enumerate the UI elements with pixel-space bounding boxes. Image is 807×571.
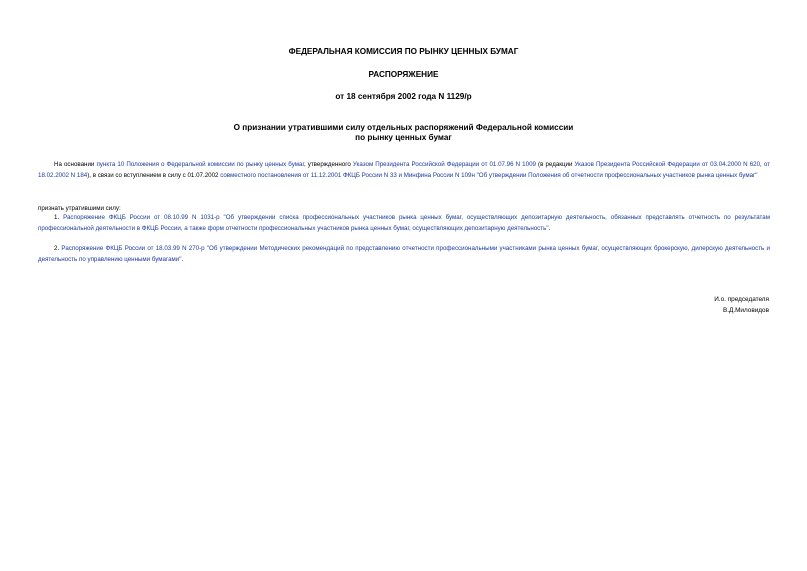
basis-text: , (760, 161, 764, 168)
link-order-1031[interactable]: Распоряжение ФКЦБ России от 08.10.99 N 1031-р "Об утверждении списка профессиональных участников рынка ценных бумаг, осуществляющих депозитарную деятельность, обязанных представлять отчетность по результатам профессиональной деятельности в ФКЦБ России, а также форм отчетности профессиональных участников рынка ценных бумаг, осуществляющих депозитарную деятельность" (38, 214, 770, 232)
item-number: 2. (54, 245, 62, 252)
basis-text: ), в связи со вступлением в силу с 01.07.2002 (87, 171, 221, 179)
recognize-clause: признать утратившими силу: (38, 205, 121, 212)
link-order-270[interactable]: Распоряжение ФКЦБ России от 18.03.99 N 270-р "Об утверждении Методических рекомендаций по представлению отчетности профессиональными участниками рынка ценных бумаг, осуществляющих брокерскую, дилерскую деятельность и деятельность по управлению ценными бумагами" (38, 245, 770, 263)
document-title-line1: О признании утратившими силу отдельных распоряжений Федеральной комиссии (233, 123, 574, 132)
list-item (38, 213, 770, 234)
document-date-number: от 18 сентября 2002 года N 1129/р (335, 92, 472, 101)
document-title-line2: по рынку ценных бумаг (355, 133, 452, 142)
link-presidential-decree-620[interactable]: Указов Президента Российской Федерации от 03.04.2000 N 620 (574, 161, 761, 168)
document-type: РАСПОРЯЖЕНИЕ (368, 70, 439, 79)
issuing-agency: ФЕДЕРАЛЬНАЯ КОМИССИЯ ПО РЫНКУ ЦЕННЫХ БУМАГ (288, 47, 519, 56)
basis-text: , утвержденного (303, 161, 353, 168)
basis-text: На основании (54, 161, 97, 168)
signatory-role: И.о. председателя (714, 296, 769, 303)
basis-text: (в редакции (535, 161, 575, 168)
signatory-name: В.Д.Миловидов (722, 307, 769, 314)
item-number: 1. (54, 214, 64, 221)
document-title (0, 123, 807, 143)
item-end: . (181, 255, 184, 263)
link-presidential-decree-184[interactable]: от 18.02.2002 N 184 (38, 161, 770, 179)
link-commission-regulation[interactable]: пункта 10 Положения о Федеральной комиссии по рынку ценных бумаг (96, 161, 304, 168)
basis-paragraph (38, 160, 770, 181)
item-end: . (548, 224, 551, 232)
link-joint-resolution[interactable]: совместного постановления от 11.12.2001 ФКЦБ России N 33 и Минфина России N 109н "Об утверждении Положения об отчетности профессиональных участников рынка ценных бумаг" (220, 171, 758, 179)
list-item (38, 244, 770, 265)
link-presidential-decree-1009[interactable]: Указом Президента Российской Федерации от 01.07.96 N 1009 (352, 161, 536, 168)
